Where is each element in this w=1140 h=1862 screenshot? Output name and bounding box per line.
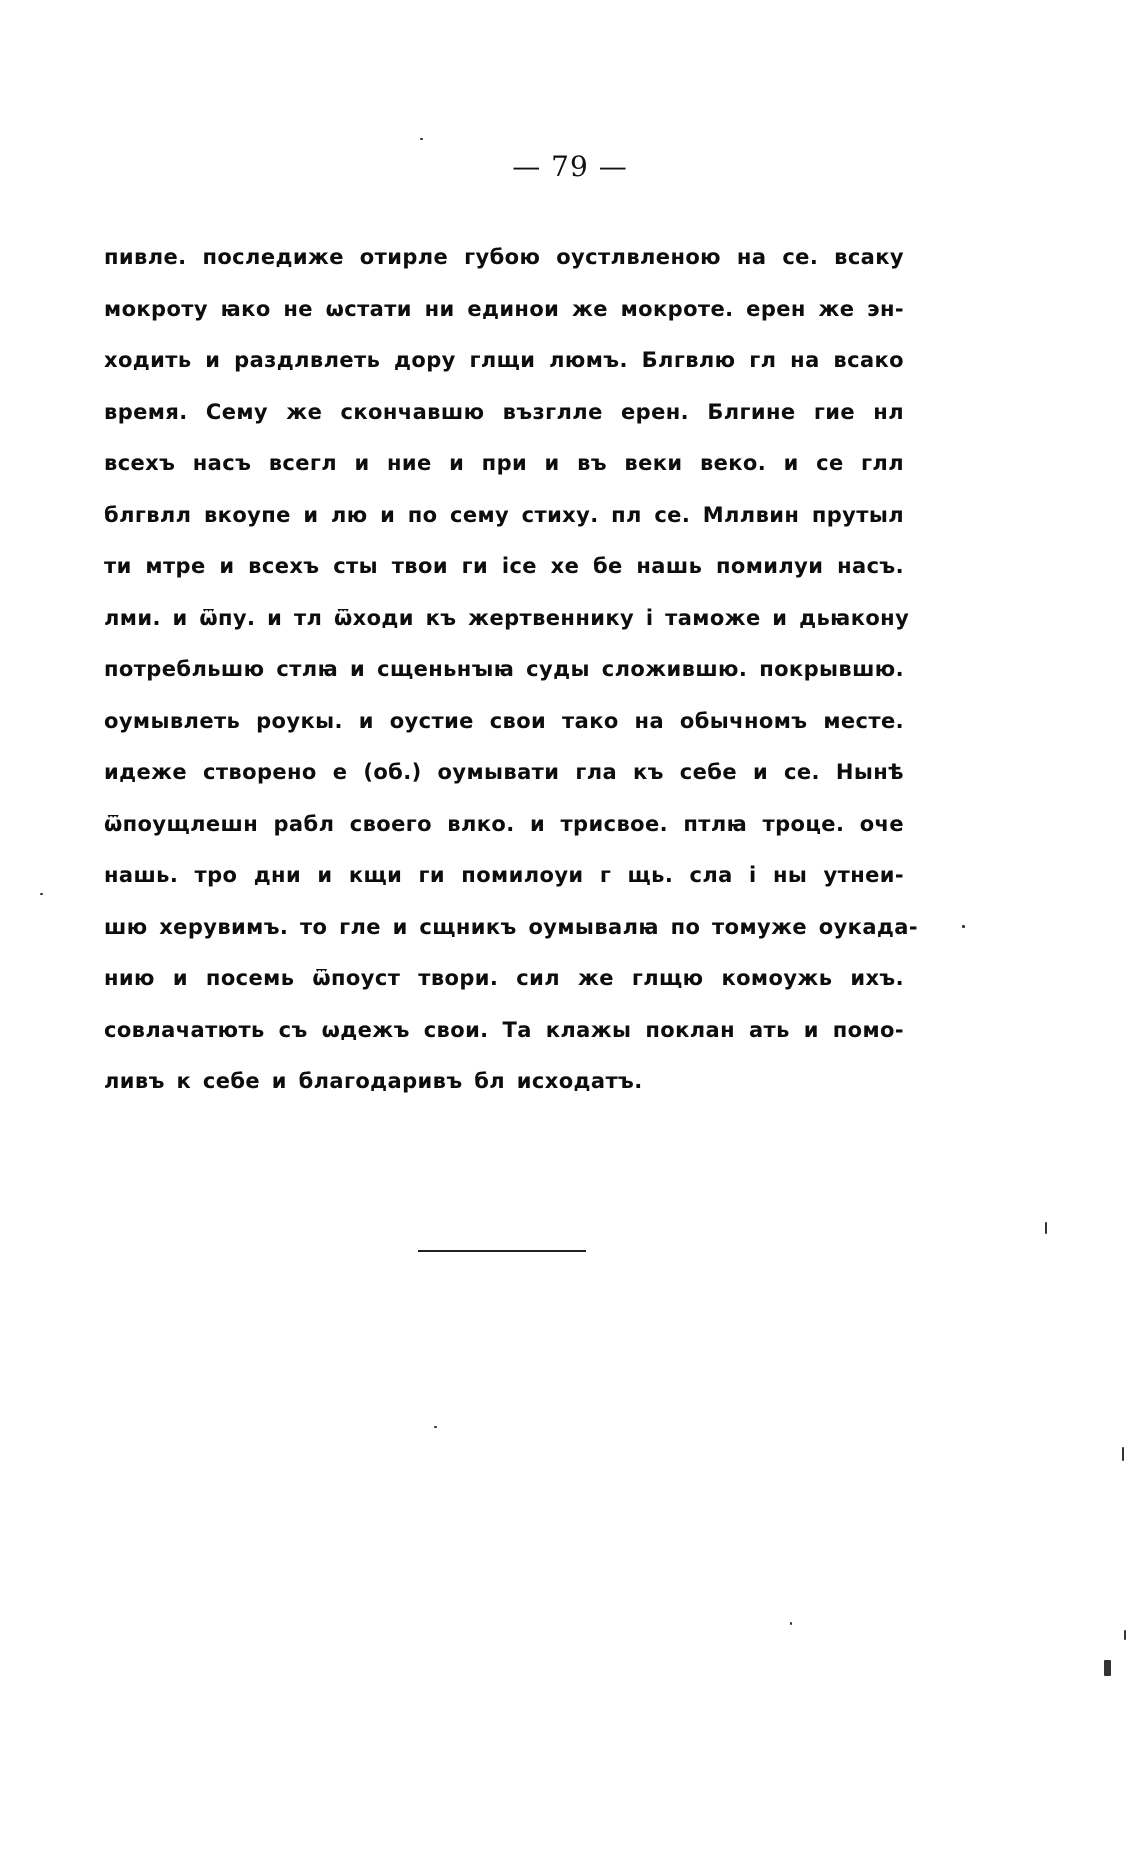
scan-speck: [40, 893, 43, 895]
text-line: блгвлл вкоупе и лю и по сему стиху. пл се. Мллвин прутыл: [104, 502, 904, 527]
page-number: — 79 —: [512, 150, 628, 183]
text-line: оумывлеть роукы. и оустие свои тако на обычномъ месте.: [104, 708, 904, 733]
scan-speck: [1124, 1630, 1126, 1640]
scan-speck: [962, 925, 965, 928]
scan-speck: [790, 1622, 792, 1625]
text-line: нию и посемь ѿпоуст твори. сил же глщю комоужь ихъ.: [104, 966, 904, 990]
text-line: мокроту ꙗко не ѡстати ни единои же мокроте. ерен же эн-: [104, 296, 904, 321]
text-line: ливъ к себе и благодаривъ бл исходатъ.: [104, 1069, 643, 1093]
scan-speck: [1045, 1222, 1047, 1234]
text-line: лми. и ѿпу. и тл ѿходи къ жертвеннику і таможе и дьꙗкону: [104, 605, 910, 630]
body-text: [104, 232, 918, 1108]
text-line: совлачатють съ ѡдежъ свои. Та клажы поклан ать и помо-: [104, 1017, 904, 1042]
text-line: ѿпоущлешн рабл своего влко. и трисвое. птлꙗ троце. оче: [104, 811, 904, 836]
text-line: ти мтре и всехъ сты твои ги ісе хе бе нашь помилуи насъ.: [104, 554, 904, 578]
text-line: ходить и раздлвлеть дору глщи люмъ. Блгвлю гл на всако: [104, 348, 904, 372]
text-line: потребльшю стлꙗ и сщеньнꙑꙗ суды сложившю. покрывшю.: [104, 657, 904, 681]
text-line: пивле. последиже отирле губою оустлвленою на се. всаку: [104, 245, 904, 269]
section-divider: [418, 1250, 586, 1252]
text-line: всехъ насъ всегл и ние и при и въ веки веко. и се глл: [104, 451, 904, 475]
text-line: шю херувимъ. то гле и сщникъ оумывалꙗ по томуже оукада-: [104, 914, 918, 939]
text-line: время. Сему же скончавшю възглле ерен. Блгине гие нл: [104, 399, 904, 424]
text-line: идеже створено е (об.) оумывати гла къ себе и се. Нынѣ: [104, 760, 904, 784]
scan-speck: [420, 138, 423, 140]
scan-speck: [1104, 1660, 1111, 1676]
text-line: нашь. тро дни и кщи ги помилоуи г щь. сла і ны утнеи-: [104, 863, 904, 887]
scan-speck: [1122, 1447, 1124, 1461]
scan-speck: [434, 1426, 437, 1428]
